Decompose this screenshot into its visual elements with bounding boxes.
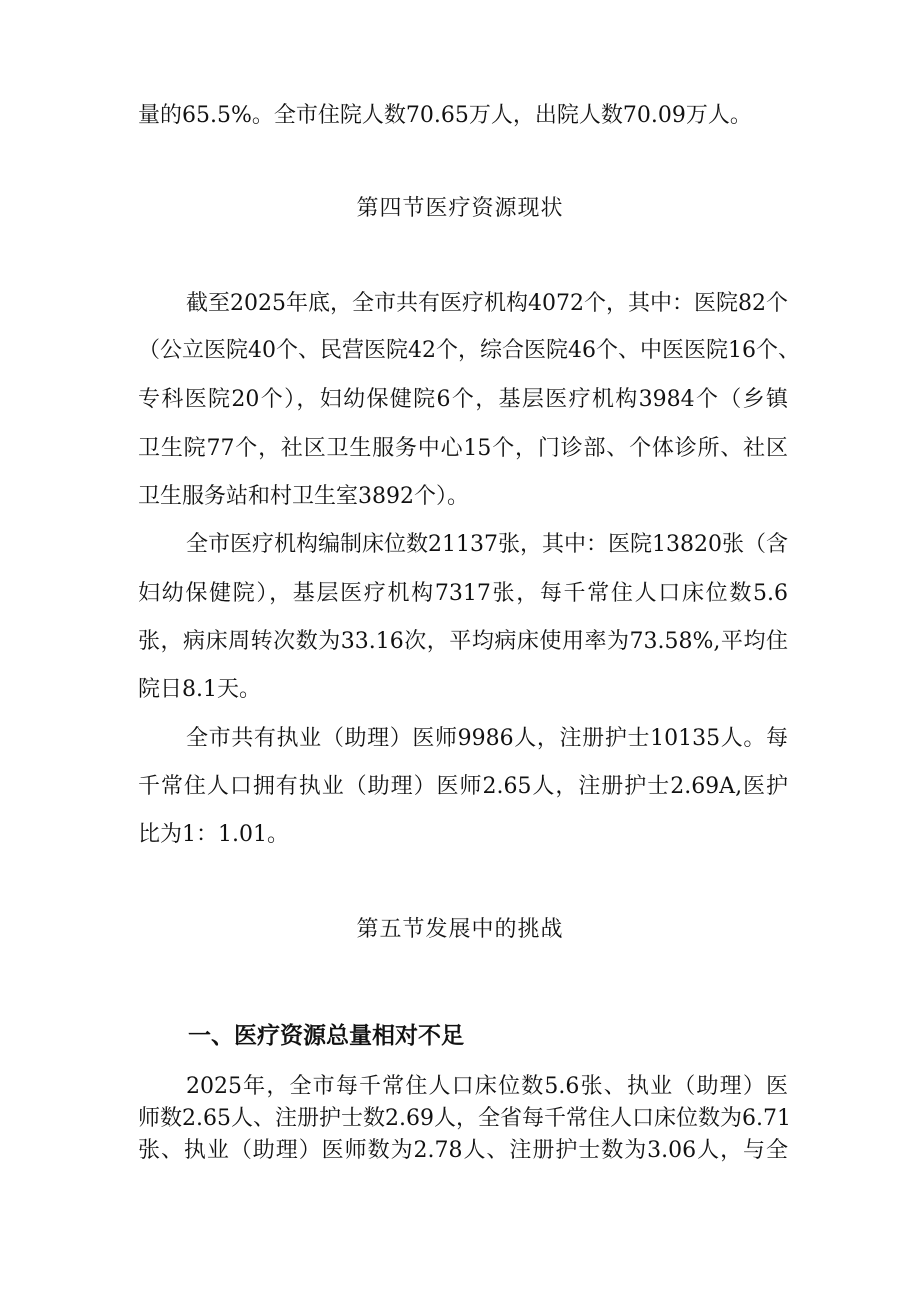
sub1-line-3: 张、执业（助理）医师数为2.78人、注册护士数为3.06人，与全 (138, 1138, 788, 1163)
subsection-1-title: 一、医疗资源总量相对不足 (188, 1023, 464, 1049)
para1-line-1: 截至2025年底，全市共有医疗机构4072个，其中：医院82个 (186, 291, 788, 316)
sub1-line-2: 师数2.65人、注册护士数2.69人，全省每千常住人口床位数为6.71 (138, 1106, 791, 1131)
para2-line-4: 院日8.1天。 (138, 677, 261, 702)
sub1-line-1: 2025年，全市每千常住人口床位数5.6张、执业（助理）医 (186, 1074, 788, 1099)
para2-line-2: 妇幼保健院），基层医疗机构7317张，每千常住人口床位数5.6 (138, 581, 788, 606)
intro-line-1: 量的65.5%。全市住院人数70.65万人，出院人数70.09万人。 (138, 103, 752, 128)
para3-line-3: 比为1：1.01。 (138, 822, 289, 847)
para1-line-2: （公立医院40个、民营医院42个，综合医院46个、中医医院16个、 (138, 338, 800, 363)
para3-line-1: 全市共有执业（助理）医师9986人，注册护士10135人。每 (186, 726, 788, 751)
para1-line-3: 专科医院20个），妇幼保健院6个，基层医疗机构3984个（乡镇 (138, 387, 788, 412)
para1-line-4: 卫生院77个，社区卫生服务中心15个，门诊部、个体诊所、社区 (138, 436, 788, 461)
para3-line-2: 千常住人口拥有执业（助理）医师2.65人，注册护士2.69A,医护 (138, 774, 788, 799)
section-5-title: 第五节发展中的挑战 (356, 917, 564, 942)
para2-line-1: 全市医疗机构编制床位数21137张，其中：医院13820张（含 (186, 532, 788, 557)
section-4-title: 第四节医疗资源现状 (356, 196, 564, 221)
para1-line-5: 卫生服务站和村卫生室3892个）。 (138, 484, 469, 509)
para2-line-3: 张，病床周转次数为33.16次，平均病床使用率为73.58%,平均住 (138, 629, 788, 654)
